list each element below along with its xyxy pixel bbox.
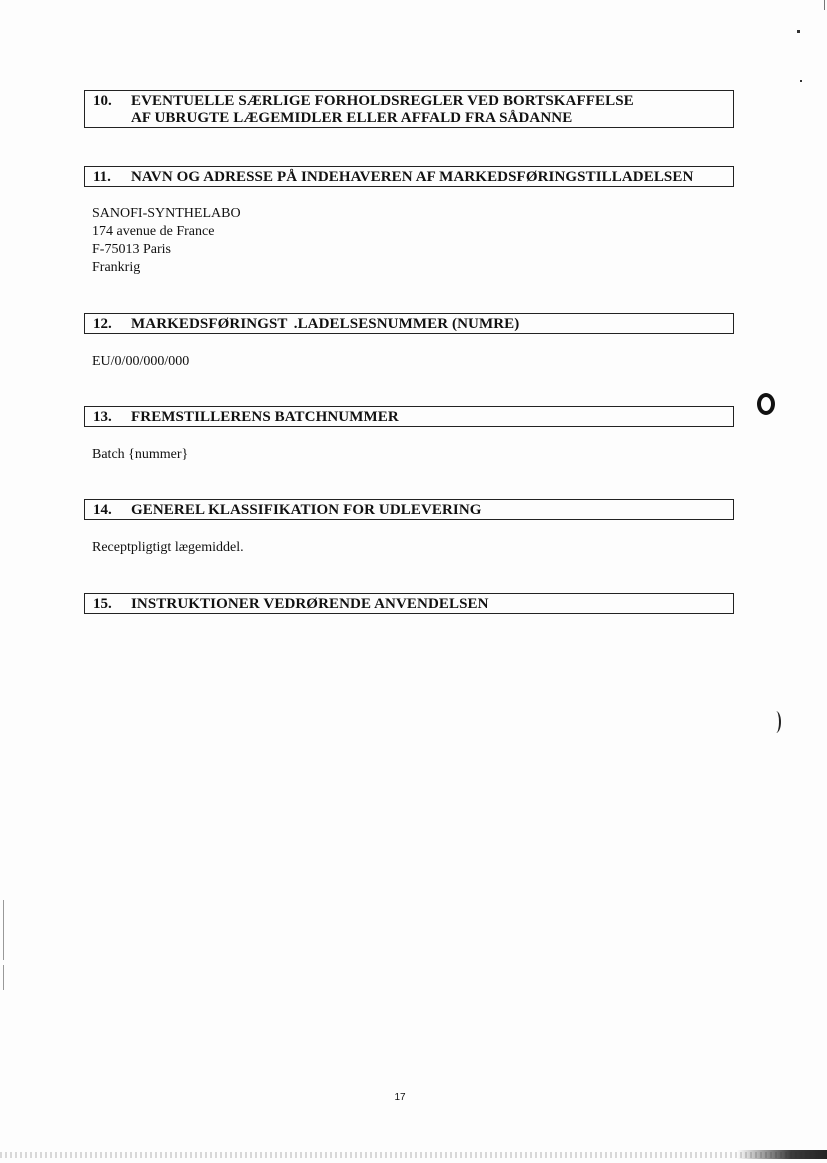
section-13-heading bbox=[84, 406, 734, 427]
address-line: F-75013 Paris bbox=[92, 242, 171, 257]
scan-artifact-mark bbox=[771, 711, 781, 733]
section-number: 13. bbox=[93, 409, 112, 425]
section-14-body bbox=[92, 539, 244, 557]
scan-artifact-bottom-noise bbox=[0, 1152, 827, 1158]
batch-number: Batch {nummer} bbox=[92, 447, 189, 462]
section-number: 14. bbox=[93, 502, 112, 518]
section-15-heading bbox=[84, 593, 734, 614]
authorisation-number: EU/0/00/000/000 bbox=[92, 354, 190, 369]
dispensing-classification: Receptpligtigt lægemiddel. bbox=[92, 540, 244, 555]
section-10-heading bbox=[84, 90, 734, 128]
address-line: 174 avenue de France bbox=[92, 224, 215, 239]
section-12-body bbox=[92, 353, 189, 371]
section-title: EVENTUELLE SÆRLIGE FORHOLDSREGLER VED BORTSKAFFELSE AF UBRUGTE LÆGEMIDLER ELLER AFFALD FRA SÅDANNE bbox=[131, 93, 634, 126]
section-12-heading bbox=[84, 313, 734, 334]
section-number: 15. bbox=[93, 596, 112, 612]
section-title: FREMSTILLERENS BATCHNUMMER bbox=[131, 409, 399, 425]
section-14-heading bbox=[84, 499, 734, 520]
scan-artifact-edge bbox=[824, 0, 825, 10]
scan-artifact-dot bbox=[800, 80, 802, 82]
section-number: 10. bbox=[93, 93, 112, 109]
scan-artifact-bottom-edge bbox=[737, 1150, 827, 1159]
section-number: 12. bbox=[93, 316, 112, 332]
scan-artifact-edge bbox=[3, 965, 4, 990]
section-number: 11. bbox=[93, 169, 111, 185]
scan-artifact-edge bbox=[3, 900, 4, 960]
address-line: SANOFI-SYNTHELABO bbox=[92, 206, 241, 221]
section-11-heading bbox=[84, 166, 734, 187]
section-title: GENEREL KLASSIFIKATION FOR UDLEVERING bbox=[131, 502, 482, 518]
section-13-body bbox=[92, 446, 188, 464]
scan-artifact-ring bbox=[757, 393, 775, 415]
scan-artifact-dot bbox=[797, 30, 800, 33]
section-title: NAVN OG ADRESSE PÅ INDEHAVEREN AF MARKEDSFØRINGSTILLADELSEN bbox=[131, 169, 694, 185]
page-number: 17 bbox=[394, 1092, 406, 1103]
address-line: Frankrig bbox=[92, 260, 141, 275]
section-title: INSTRUKTIONER VEDRØRENDE ANVENDELSEN bbox=[131, 596, 489, 612]
section-11-body bbox=[92, 205, 241, 277]
section-title: MARKEDSFØRINGST .LADELSESNUMMER (NUMRE) bbox=[131, 316, 520, 332]
